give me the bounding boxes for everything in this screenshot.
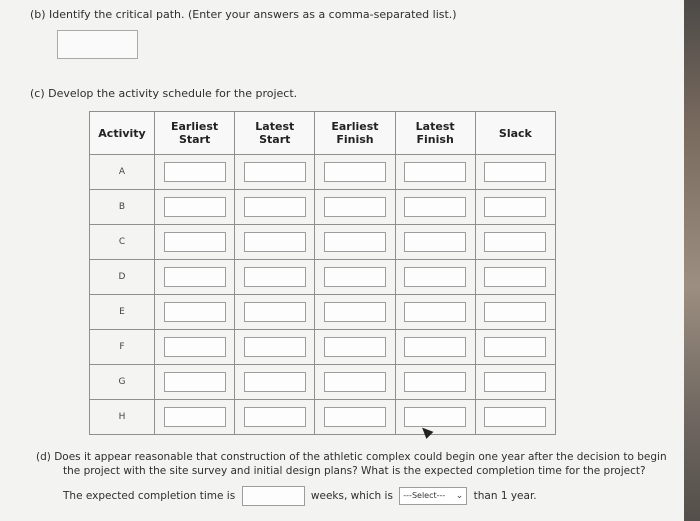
completion-time-answer-row <box>63 486 537 506</box>
earliest-finish-input[interactable] <box>324 407 386 427</box>
latest-finish-input[interactable] <box>404 232 466 252</box>
critical-path-input[interactable] <box>57 30 138 59</box>
part-b-prompt: (b) Identify the critical path. (Enter your answers as a comma-separated list.) <box>30 8 457 21</box>
completion-time-input[interactable] <box>242 486 305 506</box>
earliest-start-input[interactable] <box>164 302 226 322</box>
latest-start-input[interactable] <box>244 407 306 427</box>
earliest-start-input[interactable] <box>164 407 226 427</box>
earliest-start-input[interactable] <box>164 197 226 217</box>
table-row <box>90 365 556 400</box>
table-header-row <box>90 112 556 155</box>
slack-input[interactable] <box>484 162 546 182</box>
table-row <box>90 330 556 365</box>
comparison-select[interactable] <box>399 487 467 505</box>
completion-time-middle: weeks, which is <box>310 490 393 502</box>
latest-start-input[interactable] <box>244 372 306 392</box>
earliest-start-input[interactable] <box>164 337 226 357</box>
activity-schedule-table <box>89 111 556 425</box>
part-d-prompt-line-2: the project with the site survey and initial design plans? What is the expected completion time for the project? <box>63 465 646 477</box>
table-row <box>90 155 556 190</box>
activity-label: A <box>90 155 155 190</box>
earliest-start-input[interactable] <box>164 232 226 252</box>
slack-input[interactable] <box>484 337 546 357</box>
slack-input[interactable] <box>484 407 546 427</box>
activity-label: C <box>90 225 155 260</box>
earliest-finish-header: Earliest Finish <box>315 112 395 155</box>
table-row <box>90 295 556 330</box>
latest-finish-header: Latest Finish <box>395 112 475 155</box>
completion-time-suffix: than 1 year. <box>473 490 537 502</box>
comparison-select-value: ---Select--- <box>403 491 446 500</box>
activity-label: D <box>90 260 155 295</box>
latest-finish-input[interactable] <box>404 267 466 287</box>
earliest-finish-input[interactable] <box>324 337 386 357</box>
page-edge-background <box>684 0 700 521</box>
part-c-prompt: (c) Develop the activity schedule for the project. <box>30 87 298 100</box>
earliest-finish-input[interactable] <box>324 302 386 322</box>
table-row <box>90 260 556 295</box>
latest-finish-input[interactable] <box>404 372 466 392</box>
earliest-finish-input[interactable] <box>324 232 386 252</box>
table-row <box>90 190 556 225</box>
table-row <box>90 400 556 435</box>
activity-header: Activity <box>90 112 155 155</box>
latest-start-input[interactable] <box>244 267 306 287</box>
latest-finish-input[interactable] <box>404 337 466 357</box>
latest-finish-input[interactable] <box>404 162 466 182</box>
latest-start-input[interactable] <box>244 232 306 252</box>
earliest-start-header: Earliest Start <box>155 112 235 155</box>
activity-label: G <box>90 365 155 400</box>
latest-start-header: Latest Start <box>235 112 315 155</box>
slack-input[interactable] <box>484 267 546 287</box>
activity-label: E <box>90 295 155 330</box>
latest-start-input[interactable] <box>244 337 306 357</box>
completion-time-prefix: The expected completion time is <box>63 490 236 502</box>
earliest-finish-input[interactable] <box>324 372 386 392</box>
latest-start-input[interactable] <box>244 302 306 322</box>
latest-finish-input[interactable] <box>404 197 466 217</box>
latest-start-input[interactable] <box>244 197 306 217</box>
slack-header: Slack <box>475 112 555 155</box>
earliest-start-input[interactable] <box>164 372 226 392</box>
slack-input[interactable] <box>484 372 546 392</box>
chevron-down-icon: ⌄ <box>455 491 464 501</box>
latest-start-input[interactable] <box>244 162 306 182</box>
table-row <box>90 225 556 260</box>
earliest-finish-input[interactable] <box>324 162 386 182</box>
slack-input[interactable] <box>484 197 546 217</box>
slack-input[interactable] <box>484 232 546 252</box>
earliest-finish-input[interactable] <box>324 267 386 287</box>
activity-label: H <box>90 400 155 435</box>
earliest-start-input[interactable] <box>164 267 226 287</box>
activity-label: F <box>90 330 155 365</box>
latest-finish-input[interactable] <box>404 407 466 427</box>
part-d-prompt-line-1: (d) Does it appear reasonable that construction of the athletic complex could begin one year after the decision to begin <box>36 451 667 463</box>
latest-finish-input[interactable] <box>404 302 466 322</box>
earliest-finish-input[interactable] <box>324 197 386 217</box>
earliest-start-input[interactable] <box>164 162 226 182</box>
slack-input[interactable] <box>484 302 546 322</box>
activity-label: B <box>90 190 155 225</box>
